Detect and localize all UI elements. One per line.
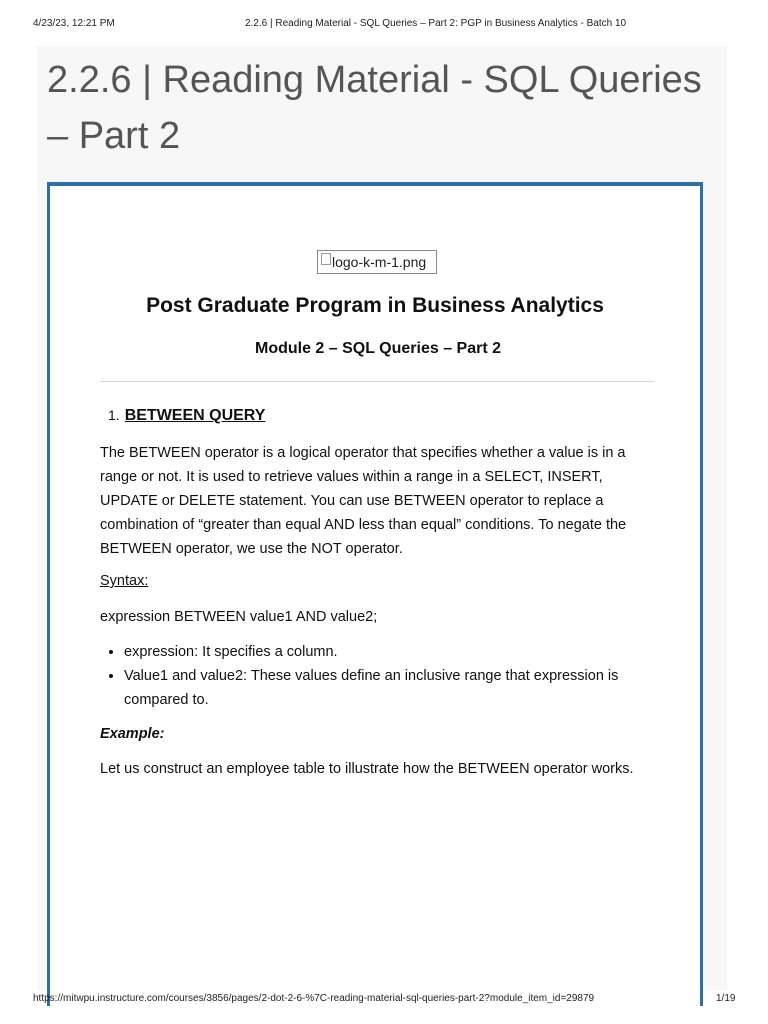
- divider: [100, 381, 654, 382]
- syntax-line: expression BETWEEN value1 AND value2;: [100, 609, 378, 625]
- print-url: https://mitwpu.instructure.com/courses/3856/pages/2-dot-2-6-%7C-reading-material-sql-queries-part-2?module_item_id=29879: [33, 993, 595, 1004]
- paragraph-between-description: The BETWEEN operator is a logical operator that specifies whether a value is in a range or not. It is used to retrieve values within a range in a SELECT, INSERT, UPDATE or DELETE statement. You can use BETWEEN operator to replace a combination of “greater than equal AND less than equal” conditions. To negate the BETWEEN operator, we use the NOT operator.: [100, 445, 627, 557]
- syntax-bullet-list: [100, 640, 660, 712]
- logo-image-placeholder: [317, 250, 437, 274]
- program-title: Post Graduate Program in Business Analytics: [146, 294, 604, 317]
- print-page-count: 1/19: [716, 993, 736, 1004]
- section-number: 1.: [108, 407, 120, 423]
- section-heading: [108, 407, 265, 425]
- syntax-label: Syntax:: [100, 573, 149, 589]
- section-heading-label: BETWEEN QUERY: [124, 407, 266, 424]
- logo-alt-text: logo-k-m-1.png: [332, 254, 427, 270]
- page-title: 2.2.6 | Reading Material - SQL Queries – Part 2: [47, 59, 702, 157]
- print-page-title: 2.2.6 | Reading Material - SQL Queries – Part 2: PGP in Business Analytics - Batch 10: [245, 18, 627, 29]
- module-title: Module 2 – SQL Queries – Part 2: [254, 340, 501, 357]
- broken-image-icon: [321, 253, 331, 265]
- print-datetime: 4/23/23, 12:21 PM: [33, 18, 115, 29]
- paragraph-example-intro: Let us construct an employee table to illustrate how the BETWEEN operator works.: [100, 761, 634, 777]
- list-item: • Value1 and value2: These values define an inclusive range that expression is compared to.: [124, 664, 660, 712]
- content-frame: [47, 182, 703, 1006]
- print-header: [0, 18, 768, 32]
- example-label: Example:: [100, 726, 165, 742]
- list-item: • expression: It specifies a column.: [124, 640, 660, 664]
